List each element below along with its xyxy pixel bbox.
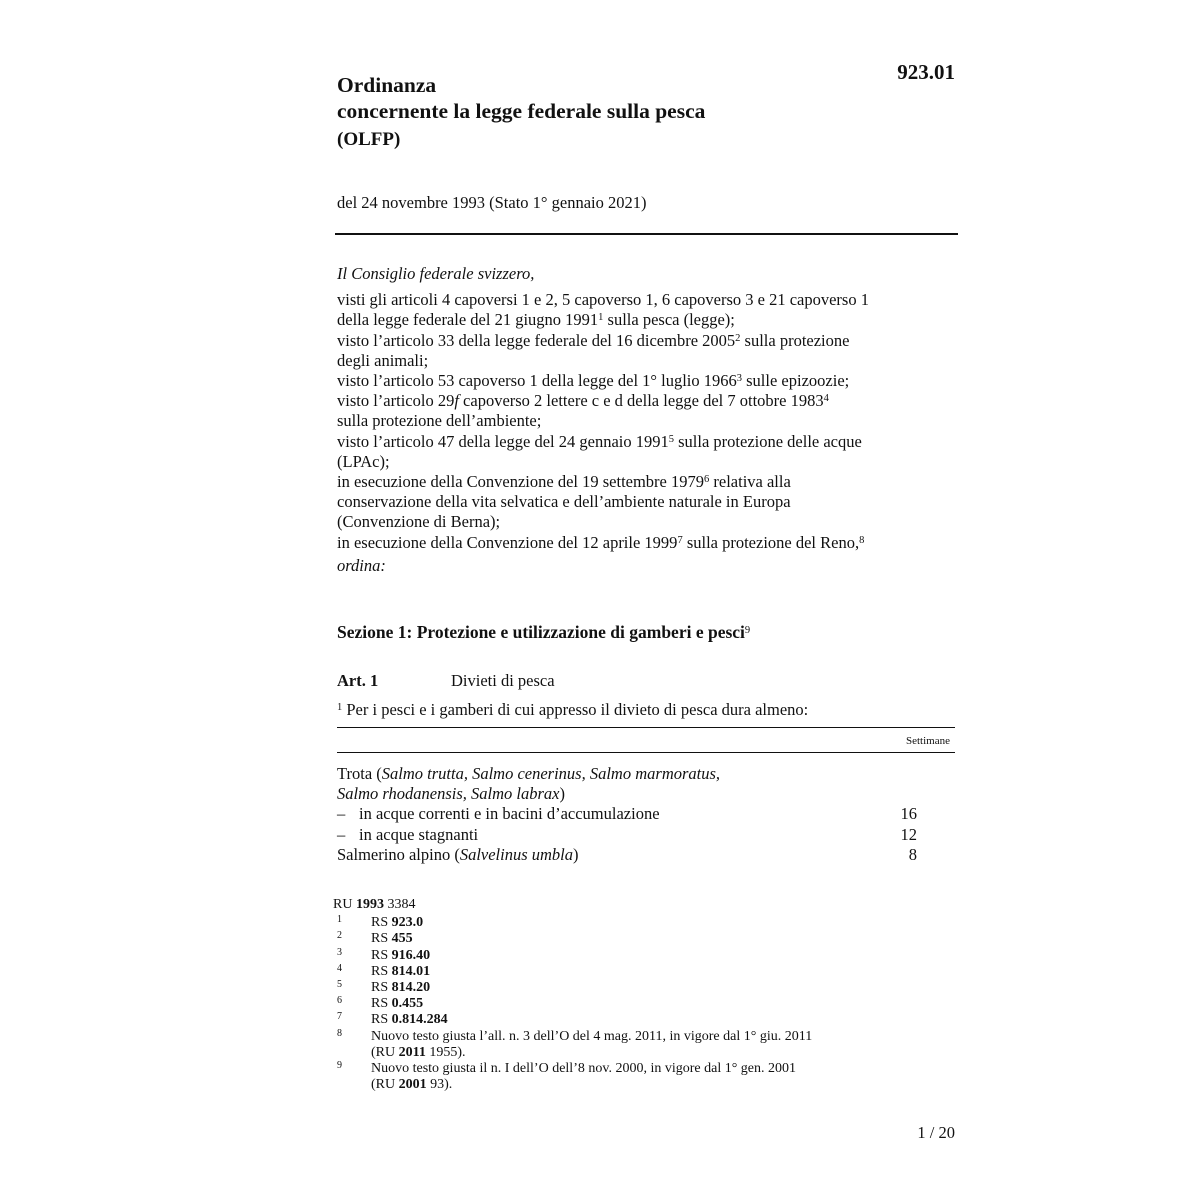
footnote-ref[interactable]: 6 bbox=[704, 474, 710, 486]
title-abbreviation: (OLFP) bbox=[337, 129, 401, 150]
article-title: Divieti di pesca bbox=[451, 671, 555, 690]
footnote-ref[interactable]: 1 bbox=[598, 312, 604, 324]
preamble-line: conservazione della vita selvatica e dell’ambiente naturale in Europa bbox=[337, 492, 791, 512]
preamble-line: in esecuzione della Convenzione del 19 settembre 1979$^6$ relativa alla bbox=[337, 472, 791, 492]
footnote-item: 9 Nuovo testo giusta il n. I dell’O dell’8 nov. 2000, in vigore dal 1° gen. 2001 (RU 2001 93). bbox=[337, 1060, 797, 1093]
footnote-ref[interactable]: 9 bbox=[744, 625, 751, 636]
table-row: – in acque stagnanti 12 bbox=[337, 824, 917, 844]
systematic-number: 923.01 bbox=[897, 60, 955, 84]
table-row: Trota (Salmo trutta, Salmo cenerinus, Salmo marmoratus, bbox=[337, 764, 721, 783]
footnote-ref[interactable]: 7 bbox=[677, 534, 683, 546]
weeks-value: 12 bbox=[900, 824, 917, 844]
footnote-item: 1 RS 923.0 bbox=[337, 914, 424, 931]
footnote-ref[interactable]: 4 bbox=[823, 393, 829, 405]
footnote-ref[interactable]: 8 bbox=[859, 534, 865, 546]
ru-reference: RU 1993 3384 bbox=[333, 897, 416, 912]
preamble-line: della legge federale del 21 giugno 1991$^1$ sulla pesca (legge); bbox=[337, 310, 735, 330]
weeks-value: 16 bbox=[900, 804, 917, 824]
date-line: del 24 novembre 1993 (Stato 1° gennaio 2021) bbox=[337, 193, 647, 212]
preamble-line: sulla protezione dell’ambiente; bbox=[337, 411, 542, 431]
preamble-line: visto l’articolo 29f capoverso 2 lettere c e d della legge del 7 ottobre 1983$^4$ bbox=[337, 391, 829, 411]
footnote-item: 4 RS 814.01 bbox=[337, 962, 431, 979]
footnote-ref[interactable]: 5 bbox=[668, 433, 674, 445]
section-heading: Sezione 1: Protezione e utilizzazione di gamberi e pesci$^9$ bbox=[337, 622, 751, 642]
preamble-line: in esecuzione della Convenzione del 12 aprile 1999$^7$ sulla protezione del Reno,$^8$ bbox=[337, 532, 865, 552]
footnote-ref[interactable]: 3 bbox=[736, 373, 743, 385]
table-header-rule bbox=[337, 752, 955, 753]
preamble bbox=[337, 264, 957, 576]
article-number: Art. 1 bbox=[337, 671, 379, 690]
preamble-ordina: ordina: bbox=[337, 555, 386, 575]
footnote-item: 5 RS 814.20 bbox=[337, 979, 431, 996]
table-row: Salmerino alpino (Salvelinus umbla) 8 bbox=[337, 844, 917, 864]
preamble-line: visti gli articoli 4 capoversi 1 e 2, 5 capoverso 1, 6 capoverso 3 e 21 capoverso 1 bbox=[337, 290, 869, 310]
closed-season-table bbox=[337, 764, 917, 865]
footnote-item: 8 Nuovo testo giusta l’all. n. 3 dell’O del 4 mag. 2011, in vigore dal 1° giu. 2011 (RU 2011 1955). bbox=[337, 1027, 813, 1060]
page-number: 1 / 20 bbox=[917, 1123, 955, 1142]
title-line-2: concernente la legge federale sulla pesca bbox=[337, 99, 706, 123]
title-line-1: Ordinanza bbox=[337, 73, 437, 97]
paragraph-number: 1 bbox=[337, 702, 343, 713]
document-title bbox=[337, 72, 705, 153]
footnote-item: 2 RS 455 bbox=[337, 930, 413, 947]
preamble-line: (Convenzione di Berna); bbox=[337, 512, 501, 532]
weeks-value: 8 bbox=[908, 844, 917, 864]
column-header-weeks: Settimane bbox=[906, 735, 950, 747]
table-row: Salmo rhodanensis, Salmo labrax) bbox=[337, 784, 565, 804]
table-top-rule bbox=[337, 727, 955, 728]
footnote-item: 7 RS 0.814.284 bbox=[337, 1011, 448, 1028]
footnotes bbox=[333, 897, 893, 1093]
header-divider bbox=[335, 233, 958, 235]
preamble-line: visto l’articolo 47 della legge del 24 gennaio 1991$^5$ sulla protezione delle acque bbox=[337, 431, 862, 451]
preamble-line: degli animali; bbox=[337, 350, 429, 370]
preamble-line: visto l’articolo 33 della legge federale del 16 dicembre 2005$^2$ sulla protezione bbox=[337, 330, 850, 350]
table-row: – in acque correnti e in bacini d’accumulazione 16 bbox=[337, 804, 917, 824]
article-paragraph: $^1$ Per i pesci e i gamberi di cui appresso il divieto di pesca dura almeno: bbox=[337, 700, 809, 719]
preamble-line: (LPAc); bbox=[337, 451, 390, 471]
footnote-item: 3 RS 916.40 bbox=[337, 946, 431, 963]
footnote-ref[interactable]: 2 bbox=[735, 332, 741, 344]
footnote-item: 6 RS 0.455 bbox=[337, 995, 424, 1012]
preamble-intro: Il Consiglio federale svizzero, bbox=[337, 264, 535, 283]
preamble-line: visto l’articolo 53 capoverso 1 della legge del 1° luglio 1966$^3$ sulle epizoozie; bbox=[337, 371, 850, 391]
